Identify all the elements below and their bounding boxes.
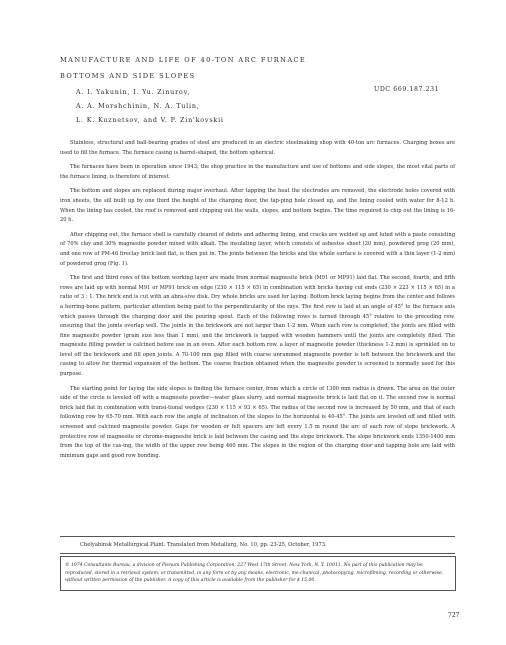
author-line: A. A. Morshchinin, N. A. Tulin, [76,101,200,110]
title-line-1: MANUFACTURE AND LIFE OF 40-TON ARC FURNACE [60,56,307,64]
article-body [60,139,455,466]
paragraph: The starting point for laying the side slopes is finding the furnace center, from which a circle of 1300 mm radius is drawn. The area on the outer side of the circle is leveled off with a magnesite powder—water glass slurry, and normal magnesite brick is laid flat on it. The second row is normal brick laid flat in combination with transi-tional wedges (230 × 115 × 93 × 65). The radius of the second row is increased by 50 mm, and that of each following row by 65-70 mm. With each row the angle of inclination of the slopes to the horizontal is 40-45°. The joints are leveled off and filled with screened and calcined magnesite powder. Gaps for wooden or felt spacers are left every 1.5 m round the arc of each row of slope brickwork. A protective row of magnesite or chrome-magnesite brick is laid between the casing and the slope brickwork. The slope brickwork ends 1350-1400 mm from the top of the cas-ing, the width of the upper row being 460 mm. The slopes in the region of the charging door and tapping hole are laid with minimum gaps and good row bonding. [60,385,455,459]
title-line-2: BOTTOMS AND SIDE SLOPES [60,72,196,80]
author-line: A. I. Yakunin, I. Yu. Zinurov, [76,88,191,96]
udc-code: UDC 669.187.231 [374,86,440,93]
author-list [76,86,336,127]
affiliation-footnote: Chelyabinsk Metallurgical Plant. Translated from Metallurg, No. 10, pp. 23-25, October, 1973. [80,542,327,548]
page-number: 727 [448,612,460,619]
copyright-notice: © 1974 Consultants Bureau, a division of Plenum Publishing Corporation, 227 West 17th Street, New York, N. Y. 10011. No part of this publication may be reproduced, stored in a retrieval system, or transmitted, in any form or by any means, electronic, me-chanical, photocopying, microfilming, recording or otherwise, without written permission of the publisher. A copy of this article is available from the publisher for $ 15.00. [60,556,456,591]
paragraph: The furnaces have been in operation since 1943; the shop practice in the manufacture and use of bottoms and side slopes, the most vital parts of the furnace lining, is therefore of interest. [60,164,455,180]
author-line: L. K. Kuznetsov, and V. P. Zin'kovskii [76,115,224,124]
footnote-divider [60,553,455,554]
paragraph: The bottom and slopes are replaced during major overhaul. After tapping the heat the electrodes are removed, the electrode holes covered with iron sheets, the sill built up by one third the height of the charging door, the tap-ping hole closed up, and the lining cooled with water for 8-12 h. When the lining has cooled, the roof is removed and chipping out the walls, slopes, and bottom begins. The time required to chip out the lining is 16-20 h. [60,188,455,224]
paragraph: The first and third rows of the bottom working layer are made from normal magnesite brick (M91 or MP91) laid flat. The second, fourth, and fifth rows are laid up with normal M91 or MP91 brick on edge (230 × 115 × 65) in combination with bricks having cut ends (230 × 223 × 115 × 65) in a ratio of 3 : 1. The brick end is cut with an abra-sive disk. Dry whole bricks are used for laying. Bottom brick laying begins from the center and follows a herring-bone pattern, particular attention being paid to the perpendicularity of the rays. The first row is laid at an angle of 45° to the furnace axis which passes through the charging door and the pouring spout. Each of the following rows is turned through 45° relative to the preceding row, ensuring that the joints overlap well. The joints in the brickwork are not larger than 1-2 mm. When each row is completed, the joints are filled with fine magnesite powder (grain size less than 1 mm), and the brickwork is tapped with wooden hammers until the joints are completely filled. The magnesite filling powder is calcined before use in an oven. After each bottom row, a layer of magnesite powder (thickness 1-2 mm) is sprinkled on to level off the brickwork and fill open joints. A 70-100 mm gap filled with coarse unrammed magnesite powder is left between the brickwork and the casing to allow for thermal expansion of the bottom. The coarse fraction obtained when the magnesite powder is screened is normally used for this purpose. [60,275,455,378]
footnote-divider-top [60,536,455,537]
article-title [60,52,460,84]
paragraph: After chipping out, the furnace shell is carefully cleared of debris and adhering lining, and cracks are welded up and luted with a paste consisting of 70% clay and 30% magnesite powder mixed with alkali. The insulating layer, which consists of asbestos sheet (20 mm), powdered grog (20 mm), and one row of PM-46 fireclay brick laid flat, is then put in. The joints between the bricks and the whole surface is covered with a thin layer (1-2 mm) of powdered grog (Fig. 1). [60,231,455,267]
paragraph: Stainless, structural and ball-bearing grades of steel are produced in an electric steelmaking shop with 40-ton arc furnaces. Charging boxes are used to fill the furnace. The furnace casing is barrel-shaped, the bottom spherical. [60,140,455,156]
